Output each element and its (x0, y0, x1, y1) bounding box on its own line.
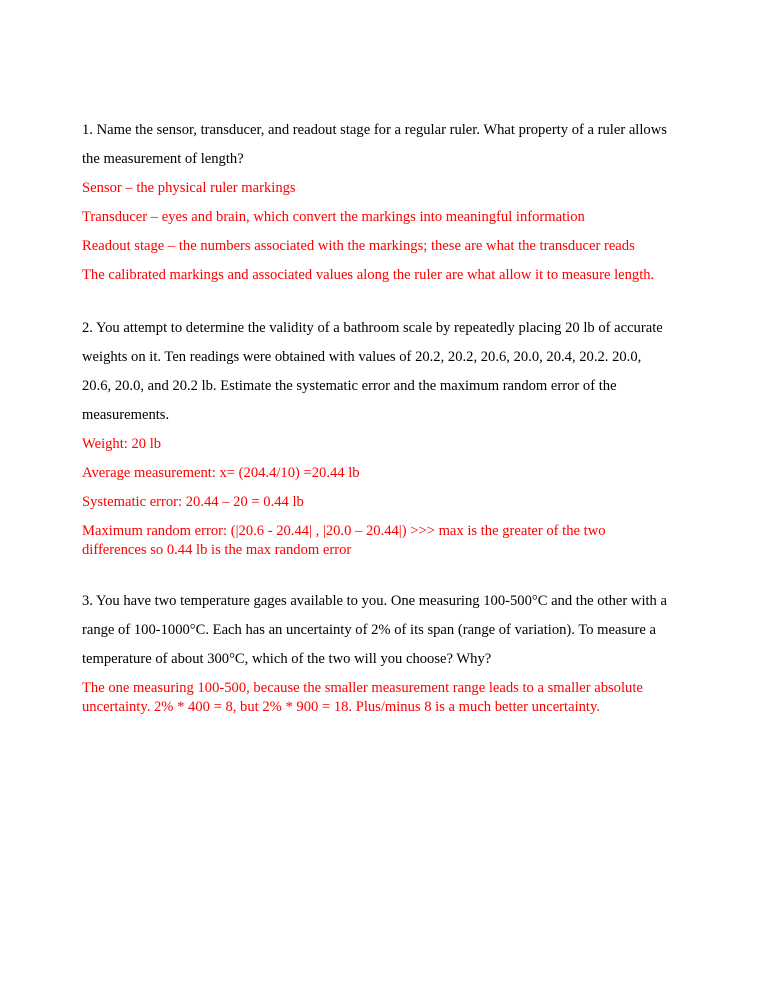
q2-answer-random-error: Maximum random error: (|20.6 - 20.44| , |20.0 – 20.44|) >>> max is the greater of the two differences so 0.44 lb is the max random error (82, 523, 606, 558)
question-3-text: 3. You have two temperature gages available to you. One measuring 100-500°C and the other with a range of 100-1000°C. Each has an uncertainty of 2% of its span (range of variation). To measure a temperature of about 300°C, which of the two will you choose? Why? (82, 593, 667, 667)
question-1-section (82, 116, 672, 285)
q1-answer-transducer: Transducer – eyes and brain, which convert the markings into meaningful information (82, 209, 585, 225)
q1-answer-readout: Readout stage – the numbers associated with the markings; these are what the transducer reads (82, 238, 635, 254)
q3-answer: The one measuring 100-500, because the smaller measurement range leads to a smaller absolute uncertainty. 2% * 400 = 8, but 2% * 900 = 18. Plus/minus 8 is a much better uncertainty. (82, 680, 643, 715)
question-3-section (82, 587, 672, 717)
q1-answer-sensor: Sensor – the physical ruler markings (82, 180, 296, 196)
q2-answer-systematic-error: Systematic error: 20.44 – 20 = 0.44 lb (82, 494, 304, 510)
section-spacer (82, 285, 672, 314)
document-page (82, 116, 672, 717)
question-2-section (82, 314, 672, 560)
question-1-text: 1. Name the sensor, transducer, and readout stage for a regular ruler. What property of a ruler allows the measurement of length? (82, 122, 667, 167)
q2-answer-average: Average measurement: x= (204.4/10) =20.44 lb (82, 465, 360, 481)
question-2-text: 2. You attempt to determine the validity of a bathroom scale by repeatedly placing 20 lb of accurate weights on it. Ten readings were obtained with values of 20.2, 20.2, 20.6, 20.0, 20.4, 20.2. 20.0, 20.6, 20.0, and 20.2 lb. Estimate the systematic error and the maximum random error of the measurements. (82, 320, 663, 423)
q2-answer-weight: Weight: 20 lb (82, 436, 162, 452)
q1-answer-property: The calibrated markings and associated values along the ruler are what allow it to measure length. (82, 267, 655, 283)
section-spacer (82, 560, 672, 587)
